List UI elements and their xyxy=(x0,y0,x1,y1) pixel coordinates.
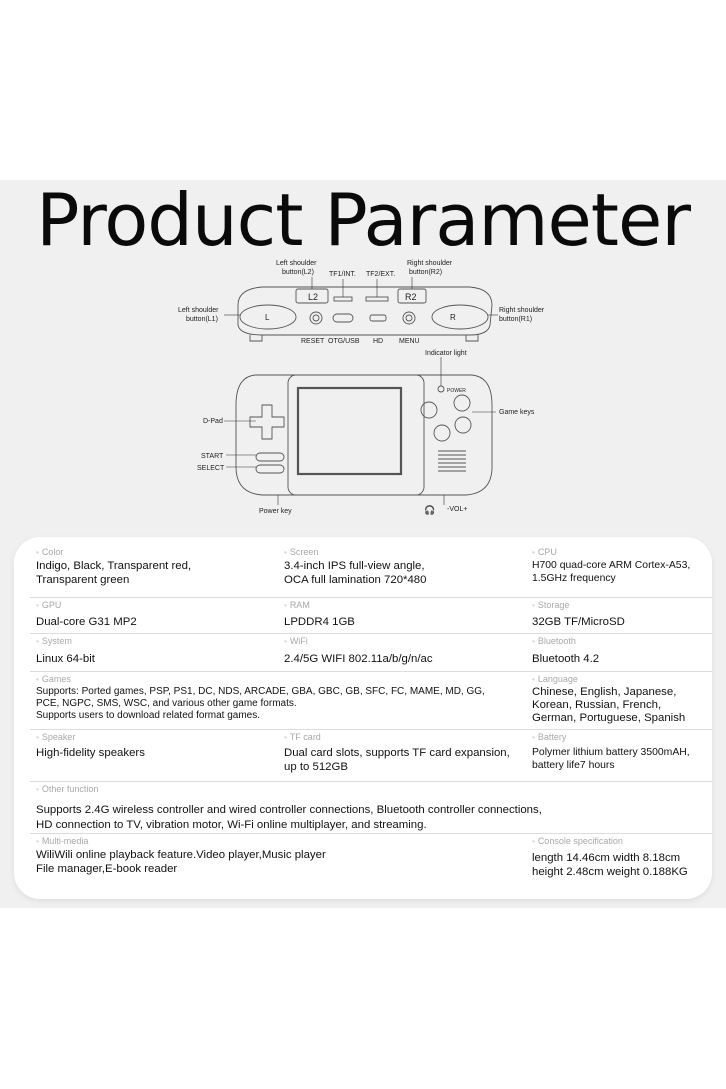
spec-console-specification: • Console specification length 14.46cm width 8.18cm height 2.48cm weight 0.188KG xyxy=(532,835,688,879)
spec-battery: • Battery Polymer lithium battery 3500mAH, battery life7 hours xyxy=(532,731,690,772)
spec-screen: • Screen 3.4-inch IPS full-view angle, OCA full lamination 720*480 xyxy=(284,546,426,587)
label-power-key: Power key xyxy=(259,508,292,515)
spec-ram: • RAM LPDDR4 1GB xyxy=(284,599,355,629)
spec-speaker: • Speaker High-fidelity speakers xyxy=(36,731,145,760)
spec-cpu: • CPU H700 quad-core ARM Cortex-A53, 1.5GHz frequency xyxy=(532,546,690,585)
label-left-shoulder-l2: Left shoulder button(L2) xyxy=(276,260,317,276)
spec-wifi: • WiFi 2.4/5G WIFI 802.11a/b/g/n/ac xyxy=(284,635,433,666)
spec-color: • Color Indigo, Black, Transparent red, Transparent green xyxy=(36,546,191,587)
r2-key: R2 xyxy=(405,292,417,302)
spec-row xyxy=(30,635,712,672)
spec-row xyxy=(30,673,712,730)
spec-multimedia: • Multi-media WiliWili online playback feature.Video player,Music player File manager,E-book reader xyxy=(36,835,326,876)
spec-row xyxy=(30,599,712,634)
spec-language: • Language Chinese, English, Japanese, Korean, Russian, French, German, Portuguese, Spanish xyxy=(532,673,685,725)
label-hd: HD xyxy=(373,338,384,345)
spec-gpu: • GPU Dual-core G31 MP2 xyxy=(36,599,137,629)
label-reset: RESET xyxy=(301,338,325,345)
label-menu: MENU xyxy=(399,338,420,345)
label-otg: OTG/USB xyxy=(328,338,360,345)
label-start: START xyxy=(201,453,224,460)
spec-row xyxy=(30,731,712,782)
page-title: Product Parameter xyxy=(36,178,690,262)
spec-card xyxy=(14,537,712,899)
spec-other-function: • Other function Supports 2.4G wireless controller and wired controller connections, Bluetooth controller connections, HD connection to TV, vibration motor, Wi-Fi online multiplayer, and streaming. xyxy=(36,783,542,833)
spec-games: • Games Supports: Ported games, PSP, PS1, DC, NDS, ARCADE, GBA, GBC, GB, SFC, FC, MAME, MD, GG, PCE, NGPC, SMS, WSC, and various other game formats. Supports users to download related format games. xyxy=(36,673,526,722)
label-dpad: D-Pad xyxy=(203,418,223,425)
spec-row xyxy=(30,835,712,885)
label-left-shoulder-l1: Left shoulder button(L1) xyxy=(178,307,219,323)
r-key: R xyxy=(450,313,456,322)
l-key: L xyxy=(265,313,270,322)
spec-storage: • Storage 32GB TF/MicroSD xyxy=(532,599,625,629)
headphone-icon: 🎧 xyxy=(424,505,436,515)
power-indicator-text: POWER xyxy=(447,388,466,394)
label-tf1: TF1/INT. xyxy=(329,271,356,278)
label-right-shoulder-r2: Right shoulder button(R2) xyxy=(407,260,453,276)
l2-key: L2 xyxy=(308,292,319,302)
label-right-shoulder-r1: Right shoulder button(R1) xyxy=(499,307,545,323)
device-diagram xyxy=(0,255,726,535)
spec-bluetooth: • Bluetooth Bluetooth 4.2 xyxy=(532,635,599,666)
spec-row xyxy=(30,546,712,598)
spec-system: • System Linux 64-bit xyxy=(36,635,95,666)
label-tf2: TF2/EXT. xyxy=(366,271,396,278)
spec-row xyxy=(30,783,712,834)
spec-tf-card: • TF card Dual card slots, supports TF card expansion, up to 512GB xyxy=(284,731,510,774)
label-game-keys: Game keys xyxy=(499,409,535,416)
label-volume: -VOL+ xyxy=(447,506,468,513)
label-select: SELECT xyxy=(197,465,225,472)
label-indicator-light: Indicator light xyxy=(425,350,467,357)
